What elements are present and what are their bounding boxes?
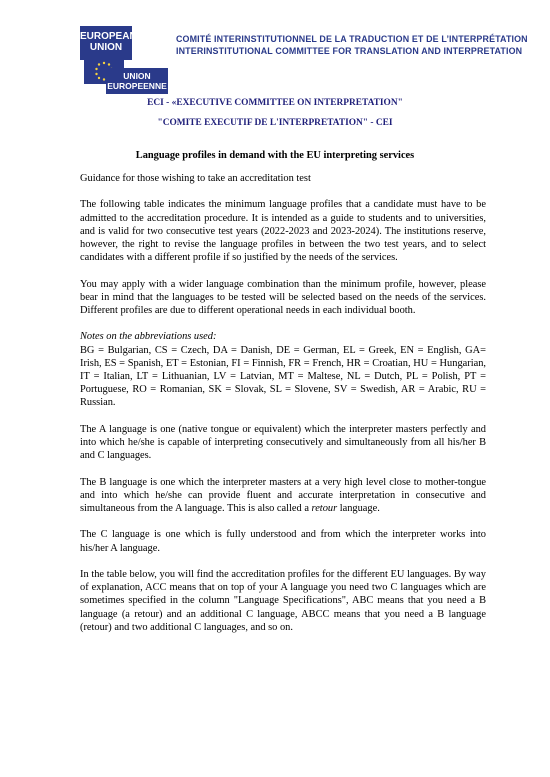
retour-term: retour [311,503,338,514]
logo-en-block [80,26,137,60]
paragraph-guidance: Guidance for those wishing to take an accreditation test [80,173,311,184]
document-title: Language profiles in demand with the EU interpreting services [135,150,415,161]
org-name-en: INTERINSTITUTIONAL COMMITTEE FOR TRANSLATION AND INTERPRETATION [176,46,523,56]
notes-heading-text: Notes on the abbreviations used: [80,331,217,343]
org-name-fr: COMITÉ INTERINSTITUTIONNEL DE LA TRADUCTION ET DE L’INTERPRÉTATION [176,34,528,44]
paragraph-wider-combination: You may apply with a wider language combination than the minimum profile, however, please bear in mind that the languages to be tested will be selected based on the needs of the services. Different profiles are due to different operational needs in each individual booth. [80,278,486,316]
paragraph-b-language [80,476,486,516]
subheading-en: ECI - «EXECUTIVE COMMITTEE ON INTERPRETATION" [147,98,403,108]
b-language-text-end: language. [337,503,380,514]
logo-fr-line1: UNION [123,71,151,81]
eu-logo [70,24,168,94]
subheading-fr: "COMITE EXECUTIF DE L'INTERPRETATION" - CEI [157,118,393,128]
document-body [80,172,486,647]
paragraph-c-language: The C language is one which is fully understood and from which the interpreter works into his/her A language. [80,529,486,554]
logo-fr-block [106,68,168,94]
paragraph-a-language: The A language is one (native tongue or equivalent) which the interpreter masters perfectly and into which he/she is capable of interpreting consecutively and simultaneously from all his/her B and C languages. [80,423,486,462]
logo-fr-line2: EUROPEENNE [107,81,167,91]
header [70,24,528,100]
notes-heading [80,330,486,343]
paragraph-intro: The following table indicates the minimum language profiles that a candidate must have to be admitted to the accreditation procedure. It is intended as a guide to students and to universities, and is valid for two consecutive test years (2022-2023 and 2023-2024). The institutions reserve, however, the right to revise the language profiles in between the two test years, and to select candidates with a different profile if so justified by the needs of the services. [80,199,486,264]
b-language-text: The B language is one which the interpreter masters at a very high level close to mother-tongue and into which he/she can provide fluent and accurate interpretation in consecutive and simultaneous from the A language. This is also called a [80,476,486,514]
paragraph-abbreviations: BG = Bulgarian, CS = Czech, DA = Danish, DE = German, EL = Greek, EN = English, GA= Irish, ES = Spanish, ET = Estonian, FI = Finnish, FR = French, HR = Croatian, HU = Hungarian, IT = Italian, LT = Lithuanian, LV = Latvian, MT = Maltese, NL = Dutch, PL = Polish, PT = Portuguese, RO = Romanian, SK = Slovak, SL = Slovene, SV = Swedish, AR = Arabic, RU = Russian. [80,344,486,409]
logo-en-line2: UNION [89,42,123,53]
logo-en-line1: EUROPEAN [80,31,137,42]
paragraph-table-explanation: In the table below, you will find the accreditation profiles for the different EU languages. By way of explanation, ACC means that on top of your A language you need two C languages which are sometimes specified in the column "Language Specifications", ABC means that you need a B language (a retour) and an additional C language, ABCC means that you need a B language (retour) and two additional C languages, and so on. [80,568,486,633]
